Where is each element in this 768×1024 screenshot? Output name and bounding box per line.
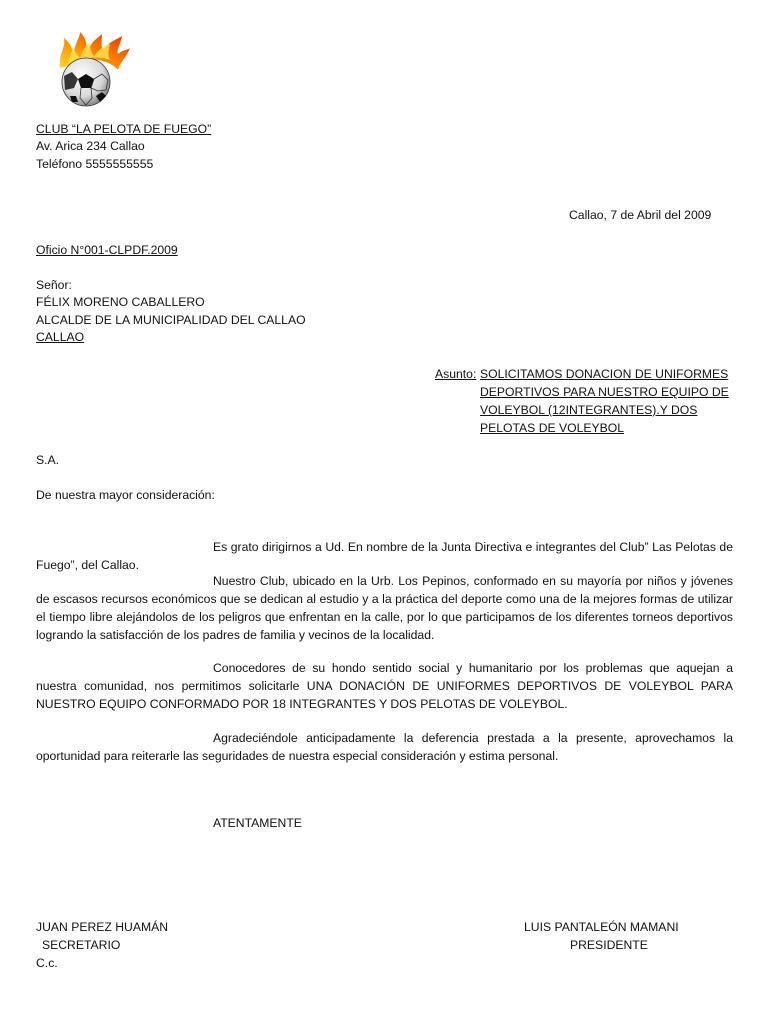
recipient-name: FÉLIX MORENO CABALLERO: [36, 295, 205, 309]
paragraph-2-text: Nuestro Club, ubicado en la Urb. Los Pepinos, conformado en su mayoría por niños y jóvenes de escasos recursos económicos que se dedican al estudio y a la práctica del deporte como una de la mejores formas de utilizar el tiempo libre alejándolos de los peligros que enfrentan en la calle, por lo que participamos de los diferentes torneos deportivos logrando la satisfacción de los padres de familia y vecinos de la localidad.: [36, 574, 733, 642]
date-line: Callao, 7 de Abril del 2009: [569, 208, 712, 222]
club-phone: Teléfono 5555555555: [36, 157, 154, 171]
recipient-title: ALCALDE DE LA MUNICIPALIDAD DEL CALLAO: [36, 313, 306, 327]
subject-label: Asunto:: [435, 367, 477, 381]
subject-line: SOLICITAMOS DONACION DE UNIFORMES: [480, 367, 729, 381]
paragraph-4: [36, 729, 733, 765]
paragraph-2: [36, 572, 733, 644]
recipient-city: CALLAO: [36, 330, 85, 344]
subject-lines: [480, 365, 729, 437]
signature-left-name: JUAN PEREZ HUAMÁN: [36, 920, 169, 934]
flaming-soccer-ball-logo: [50, 30, 132, 110]
club-address: Av. Arica 234 Callao: [36, 139, 145, 153]
oficio-number: Oficio N°001-CLPDF.2009: [36, 243, 178, 257]
subject-line: VOLEYBOL (12INTEGRANTES).Y DOS: [480, 403, 698, 417]
club-name: CLUB “LA PELOTA DE FUEGO”: [36, 122, 212, 136]
sa-line: S.A.: [36, 453, 60, 467]
recipient-salutation: Señor:: [36, 278, 72, 292]
paragraph-3-text: Conocedores de su hondo sentido social y humanitario por los problemas que aquejan a nuestra comunidad, nos permitimos solicitarle UNA DONACIÓN DE UNIFORMES DEPORTIVOS DE VOLEYBOL PARA NUESTRO EQUIPO CONFORMADO POR 18 INTEGRANTES Y DOS PELOTAS DE VOLEYBOL.: [36, 661, 733, 711]
greeting: De nuestra mayor consideración:: [36, 488, 215, 502]
cc-line: C.c.: [36, 956, 58, 970]
paragraph-3: [36, 659, 733, 713]
signature-left-role: SECRETARIO: [42, 938, 121, 952]
subject-line: DEPORTIVOS PARA NUESTRO EQUIPO DE: [480, 385, 729, 399]
paragraph-4-text: Agradeciéndole anticipadamente la deferencia prestada a la presente, aprovechamos la oportunidad para reiterarle las seguridades de nuestra especial consideración y estima personal.: [36, 731, 733, 763]
signature-right-name: LUIS PANTALEÓN MAMANI: [524, 920, 679, 934]
closing: ATENTAMENTE: [213, 816, 302, 830]
paragraph-1-text: Es grato dirigirnos a Ud. En nombre de la Junta Directiva e integrantes del Club” Las Pelotas de Fuego”, del Callao.: [36, 540, 733, 572]
paragraph-1: [36, 538, 733, 574]
subject-line: PELOTAS DE VOLEYBOL: [480, 421, 625, 435]
signature-right-role: PRESIDENTE: [570, 938, 648, 952]
